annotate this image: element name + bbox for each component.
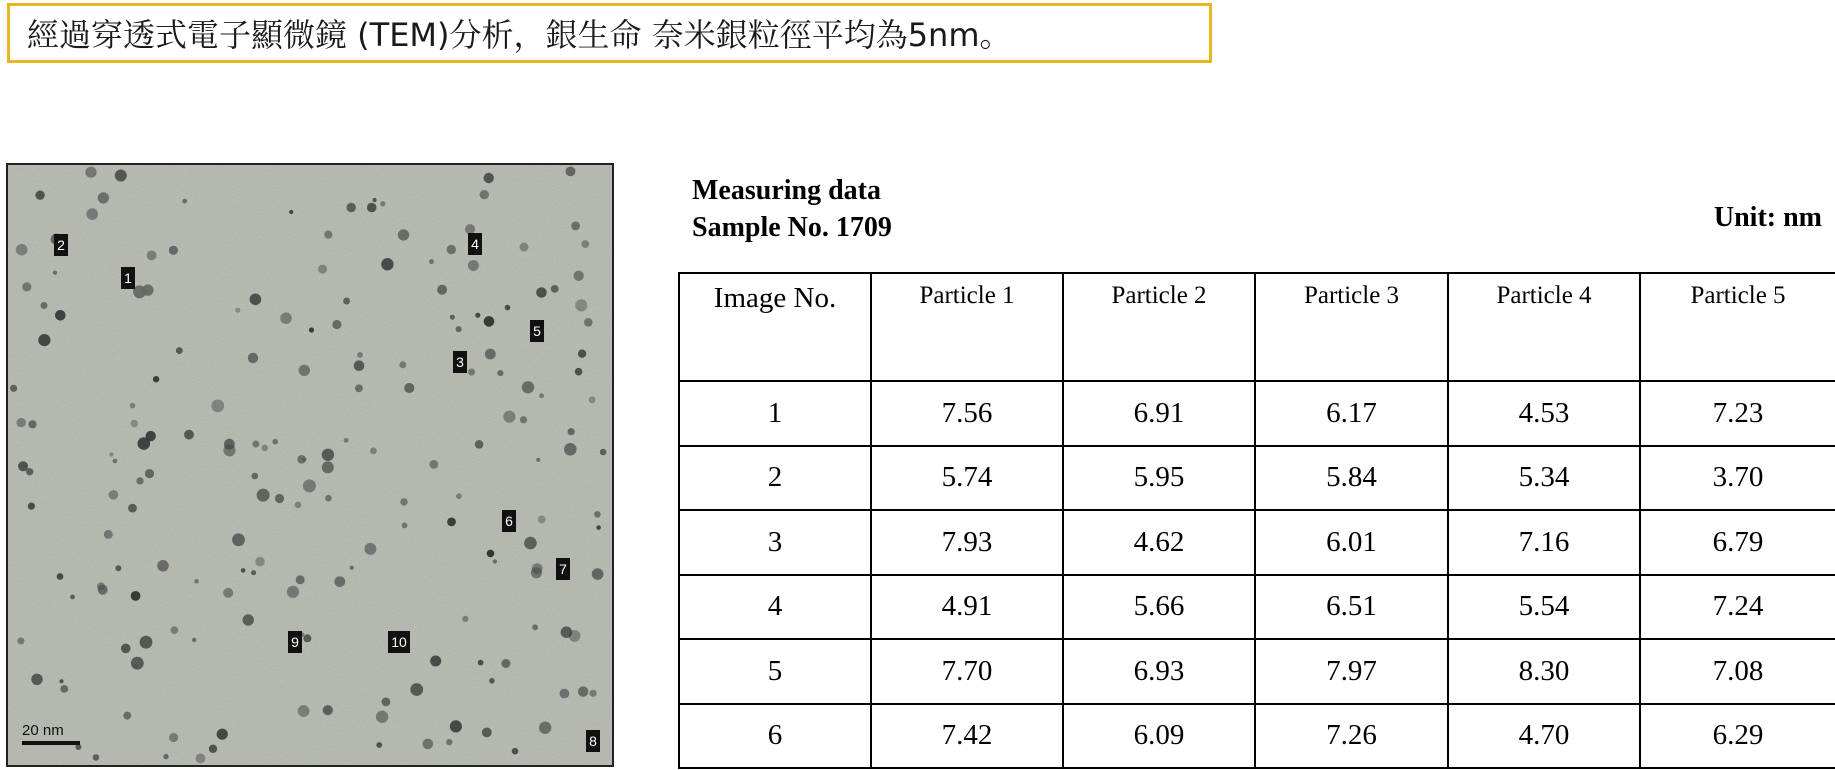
header-particle-3: Particle 3 xyxy=(1255,273,1448,381)
table-cell: 6.29 xyxy=(1640,704,1835,769)
nanoparticle xyxy=(493,559,497,563)
svg-text:2: 2 xyxy=(57,237,65,253)
tem-micrograph-canvas xyxy=(8,165,612,765)
nanoparticle xyxy=(590,690,597,697)
table-cell: 5.95 xyxy=(1063,446,1255,511)
nanoparticle xyxy=(520,416,527,423)
table-cell: 5.34 xyxy=(1448,446,1640,511)
table-cell: 7.70 xyxy=(871,639,1063,704)
particle-marker-9 xyxy=(288,631,302,653)
measuring-header xyxy=(692,172,892,246)
nanoparticle xyxy=(194,579,199,584)
nanoparticle xyxy=(578,686,588,696)
nanoparticle xyxy=(402,523,408,529)
nanoparticle xyxy=(60,679,64,683)
nanoparticle xyxy=(280,312,292,324)
nanoparticle xyxy=(133,285,146,298)
nanoparticle xyxy=(303,479,316,492)
nanoparticle xyxy=(113,459,118,464)
nanoparticle xyxy=(497,370,503,376)
nanoparticle xyxy=(85,167,96,178)
nanoparticle xyxy=(309,327,314,332)
nanoparticle xyxy=(364,543,376,555)
nanoparticle xyxy=(261,445,268,452)
table-cell: 5.66 xyxy=(1063,575,1255,640)
nanoparticle xyxy=(429,259,434,264)
nanoparticle xyxy=(538,516,546,524)
nanoparticle xyxy=(109,490,119,500)
nanoparticle xyxy=(480,190,489,199)
particle-marker-10 xyxy=(388,631,410,653)
nanoparticle xyxy=(462,616,468,622)
nanoparticle xyxy=(478,660,484,666)
nanoparticle xyxy=(571,222,580,231)
header-image-no: Image No. xyxy=(679,273,871,381)
nanoparticle xyxy=(104,530,113,539)
table-cell: 4.62 xyxy=(1063,510,1255,575)
nanoparticle xyxy=(446,739,452,745)
nanoparticle xyxy=(131,657,144,670)
nanoparticle xyxy=(594,511,601,518)
nanoparticle xyxy=(465,224,475,234)
nanoparticle xyxy=(130,403,136,409)
svg-text:4: 4 xyxy=(471,236,479,252)
header-particle-4: Particle 4 xyxy=(1448,273,1640,381)
table-cell: 7.97 xyxy=(1255,639,1448,704)
nanoparticle xyxy=(128,504,137,513)
nanoparticle xyxy=(257,489,270,502)
scale-bar-line xyxy=(22,741,80,745)
table-cell: 4.70 xyxy=(1448,704,1640,769)
nanoparticle xyxy=(450,315,455,320)
nanoparticle xyxy=(410,683,423,696)
table-cell: 7.26 xyxy=(1255,704,1448,769)
nanoparticle xyxy=(376,711,388,723)
nanoparticle xyxy=(484,173,494,183)
nanoparticle xyxy=(109,452,113,456)
nanoparticle xyxy=(17,418,26,427)
nanoparticle xyxy=(334,576,345,587)
nanoparticle xyxy=(367,203,377,213)
nanoparticle xyxy=(86,208,98,220)
nanoparticle xyxy=(382,698,391,707)
nanoparticle xyxy=(275,494,284,503)
nanoparticle xyxy=(41,302,48,309)
nanoparticle xyxy=(600,449,607,456)
nanoparticle xyxy=(347,203,356,212)
nanoparticle xyxy=(295,502,302,509)
nanoparticle xyxy=(539,393,544,398)
nanoparticle xyxy=(145,469,154,478)
nanoparticle xyxy=(289,210,293,214)
table-cell: 2 xyxy=(679,446,871,511)
nanoparticle xyxy=(98,192,109,203)
nanoparticle xyxy=(223,588,233,598)
nanoparticle xyxy=(182,199,187,204)
nanoparticle xyxy=(399,361,406,368)
unit-label: Unit: nm xyxy=(1713,202,1822,233)
tem-micrograph xyxy=(6,163,614,767)
table-cell: 3 xyxy=(679,510,871,575)
nanoparticle xyxy=(153,376,159,382)
nanoparticle xyxy=(482,728,492,738)
nanoparticle xyxy=(381,258,393,270)
nanoparticle xyxy=(584,318,593,327)
nanoparticle xyxy=(539,722,551,734)
nanoparticle xyxy=(380,201,385,206)
nanoparticle xyxy=(503,411,515,423)
nanoparticle xyxy=(592,568,604,580)
nanoparticle xyxy=(350,566,354,570)
nanoparticle xyxy=(596,525,601,530)
nanoparticle xyxy=(357,352,363,358)
nanoparticle xyxy=(532,624,538,630)
nanoparticle xyxy=(196,754,206,764)
particle-marker-2 xyxy=(54,234,68,256)
nanoparticle xyxy=(93,754,100,761)
table-cell: 7.93 xyxy=(871,510,1063,575)
svg-text:6: 6 xyxy=(505,513,513,529)
header-particle-5: Particle 5 xyxy=(1640,273,1835,381)
nanoparticle xyxy=(524,537,537,550)
nanoparticle xyxy=(298,705,310,717)
scale-bar-label: 20 nm xyxy=(22,722,64,739)
nanoparticle xyxy=(423,739,434,750)
nanoparticle xyxy=(299,365,310,376)
nanoparticle xyxy=(18,461,28,471)
nanoparticle xyxy=(147,251,157,261)
nanoparticle xyxy=(38,334,50,346)
nanoparticle xyxy=(376,742,382,748)
table-cell: 6.79 xyxy=(1640,510,1835,575)
table-cell: 7.16 xyxy=(1448,510,1640,575)
table-cell: 7.42 xyxy=(871,704,1063,769)
nanoparticle xyxy=(318,265,327,274)
nanoparticle xyxy=(450,720,462,732)
nanoparticle xyxy=(60,685,68,693)
nanoparticle xyxy=(176,347,183,354)
table-cell: 6.51 xyxy=(1255,575,1448,640)
svg-text:8: 8 xyxy=(589,733,597,749)
nanoparticle xyxy=(115,170,127,182)
table-cell: 6.09 xyxy=(1063,704,1255,769)
nanoparticle xyxy=(560,689,570,699)
nanoparticle xyxy=(475,440,484,449)
nanoparticle xyxy=(429,460,438,469)
nanoparticle xyxy=(136,477,143,484)
table-cell: 3.70 xyxy=(1640,446,1835,511)
nanoparticle xyxy=(355,384,363,392)
nanoparticle xyxy=(232,533,245,546)
nanoparticle xyxy=(211,400,224,413)
nanoparticle xyxy=(17,637,24,644)
nanoparticle xyxy=(447,245,456,254)
svg-text:10: 10 xyxy=(391,634,407,650)
nanoparticle xyxy=(70,595,75,600)
nanoparticle xyxy=(35,191,44,200)
nanoparticle xyxy=(28,503,35,510)
nanoparticle xyxy=(297,455,306,464)
nanoparticle xyxy=(251,570,256,575)
nanoparticle xyxy=(332,320,341,329)
nanoparticle xyxy=(16,244,28,256)
nanoparticle xyxy=(566,167,576,177)
nanoparticle xyxy=(325,495,332,502)
nanoparticle xyxy=(324,231,332,239)
particle-marker-6 xyxy=(502,510,516,532)
table-cell: 6.01 xyxy=(1255,510,1448,575)
nanoparticle xyxy=(505,305,511,311)
table-cell: 7.08 xyxy=(1640,639,1835,704)
table-cell: 6 xyxy=(679,704,871,769)
table-cell: 7.56 xyxy=(871,381,1063,446)
nanoparticle xyxy=(370,448,377,455)
nanoparticle xyxy=(564,443,577,456)
nanoparticle xyxy=(252,473,259,480)
nanoparticle xyxy=(53,271,57,275)
nanoparticle xyxy=(272,439,278,445)
particle-marker-4 xyxy=(468,233,482,255)
table-row xyxy=(679,639,1835,704)
nanoparticle xyxy=(485,349,496,360)
nanoparticle xyxy=(561,626,573,638)
nanoparticle xyxy=(323,705,333,715)
nanoparticle xyxy=(501,659,510,668)
nanoparticle xyxy=(55,310,66,321)
nanoparticle xyxy=(322,449,334,461)
table-cell: 4.53 xyxy=(1448,381,1640,446)
nanoparticle xyxy=(575,368,583,376)
nanoparticle xyxy=(303,634,311,642)
table-row xyxy=(679,704,1835,769)
table-cell: 5.84 xyxy=(1255,446,1448,511)
nanoparticle xyxy=(468,260,479,271)
nanoparticle xyxy=(115,565,121,571)
table-cell: 8.30 xyxy=(1448,639,1640,704)
nanoparticle xyxy=(57,573,64,580)
nanoparticle xyxy=(437,285,447,295)
table-header-row xyxy=(679,273,1835,381)
nanoparticle xyxy=(131,591,141,601)
nanoparticle xyxy=(456,326,462,332)
particle-marker-5 xyxy=(530,320,544,342)
table-row xyxy=(679,510,1835,575)
nanoparticle xyxy=(475,313,480,318)
nanoparticle xyxy=(344,438,349,443)
nanoparticle xyxy=(97,582,105,590)
nanoparticle xyxy=(250,294,262,306)
nanoparticle xyxy=(484,316,495,327)
nanoparticle xyxy=(235,308,240,313)
nanoparticle xyxy=(578,350,586,358)
nanoparticle xyxy=(171,626,179,634)
nanoparticle xyxy=(243,614,254,625)
table-cell: 1 xyxy=(679,381,871,446)
nanoparticle xyxy=(487,550,495,558)
nanoparticle xyxy=(354,360,365,371)
nanoparticle xyxy=(28,420,36,428)
table-cell: 4 xyxy=(679,575,871,640)
table-row xyxy=(679,575,1835,640)
nanoparticle xyxy=(255,557,265,567)
nanoparticle xyxy=(224,439,235,450)
nanoparticle xyxy=(31,674,42,685)
nanoparticle xyxy=(398,229,409,240)
nanoparticle xyxy=(22,282,31,291)
nanoparticle xyxy=(400,498,407,505)
table-cell: 5.54 xyxy=(1448,575,1640,640)
svg-text:3: 3 xyxy=(456,354,464,370)
nanoparticle xyxy=(140,636,153,649)
svg-text:7: 7 xyxy=(559,561,567,577)
nanoparticle xyxy=(252,441,259,448)
measurement-table xyxy=(678,272,1835,769)
nanoparticle xyxy=(131,420,138,427)
particle-marker-3 xyxy=(453,351,467,373)
nanoparticle xyxy=(468,369,475,376)
nanoparticle xyxy=(146,431,156,441)
table-row xyxy=(679,381,1835,446)
nanoparticle xyxy=(456,493,462,499)
nanoparticle xyxy=(589,396,596,403)
particle-marker-1 xyxy=(121,267,135,289)
nanoparticle xyxy=(343,298,350,305)
nanoparticle xyxy=(209,745,217,753)
nanoparticle xyxy=(531,567,542,578)
nanoparticle xyxy=(169,733,178,742)
nanoparticle xyxy=(574,271,584,281)
particle-marker-8 xyxy=(586,730,600,752)
svg-text:1: 1 xyxy=(124,270,132,286)
table-row xyxy=(679,446,1835,511)
nanoparticle xyxy=(373,198,377,202)
nanoparticle xyxy=(217,729,228,740)
table-cell: 6.93 xyxy=(1063,639,1255,704)
nanoparticle xyxy=(489,678,495,684)
nanoparticle xyxy=(447,518,456,527)
nanoparticle xyxy=(241,568,246,573)
measuring-title: Measuring data xyxy=(692,175,881,206)
nanoparticle xyxy=(192,638,196,642)
nanoparticle xyxy=(522,381,534,393)
nanoparticle xyxy=(121,644,131,654)
table-cell: 5.74 xyxy=(871,446,1063,511)
nanoparticle xyxy=(248,353,258,363)
table-cell: 4.91 xyxy=(871,575,1063,640)
nanoparticle xyxy=(287,586,299,598)
headline-banner xyxy=(7,3,1212,63)
table-cell: 7.24 xyxy=(1640,575,1835,640)
header-particle-2: Particle 2 xyxy=(1063,273,1255,381)
nanoparticle xyxy=(169,246,178,255)
table-cell: 7.23 xyxy=(1640,381,1835,446)
particle-marker-7 xyxy=(556,558,570,580)
nanoparticle xyxy=(404,383,414,393)
nanoparticle xyxy=(575,299,587,311)
nanoparticle xyxy=(322,461,334,473)
header-particle-1: Particle 1 xyxy=(871,273,1063,381)
nanoparticle xyxy=(184,430,194,440)
svg-text:5: 5 xyxy=(533,323,541,339)
nanoparticle xyxy=(582,240,590,248)
nanoparticle xyxy=(512,748,519,755)
sample-number: Sample No. 1709 xyxy=(692,212,892,243)
headline-text: 經過穿透式電子顯微鏡 (TEM)分析，銀生命 奈米銀粒徑平均為5nm。 xyxy=(27,16,1012,54)
nanoparticle xyxy=(163,754,168,759)
nanoparticle xyxy=(123,712,131,720)
table-cell: 5 xyxy=(679,639,871,704)
nanoparticle xyxy=(551,285,559,293)
table-cell: 6.91 xyxy=(1063,381,1255,446)
nanoparticle xyxy=(568,428,575,435)
nanoparticle xyxy=(430,656,441,667)
nanoparticle xyxy=(10,385,17,392)
table-cell: 6.17 xyxy=(1255,381,1448,446)
svg-text:9: 9 xyxy=(291,634,299,650)
nanoparticle xyxy=(296,575,305,584)
nanoparticle xyxy=(520,243,529,252)
nanoparticle xyxy=(157,560,169,572)
nanoparticle xyxy=(536,287,547,298)
nanoparticle xyxy=(536,458,540,462)
